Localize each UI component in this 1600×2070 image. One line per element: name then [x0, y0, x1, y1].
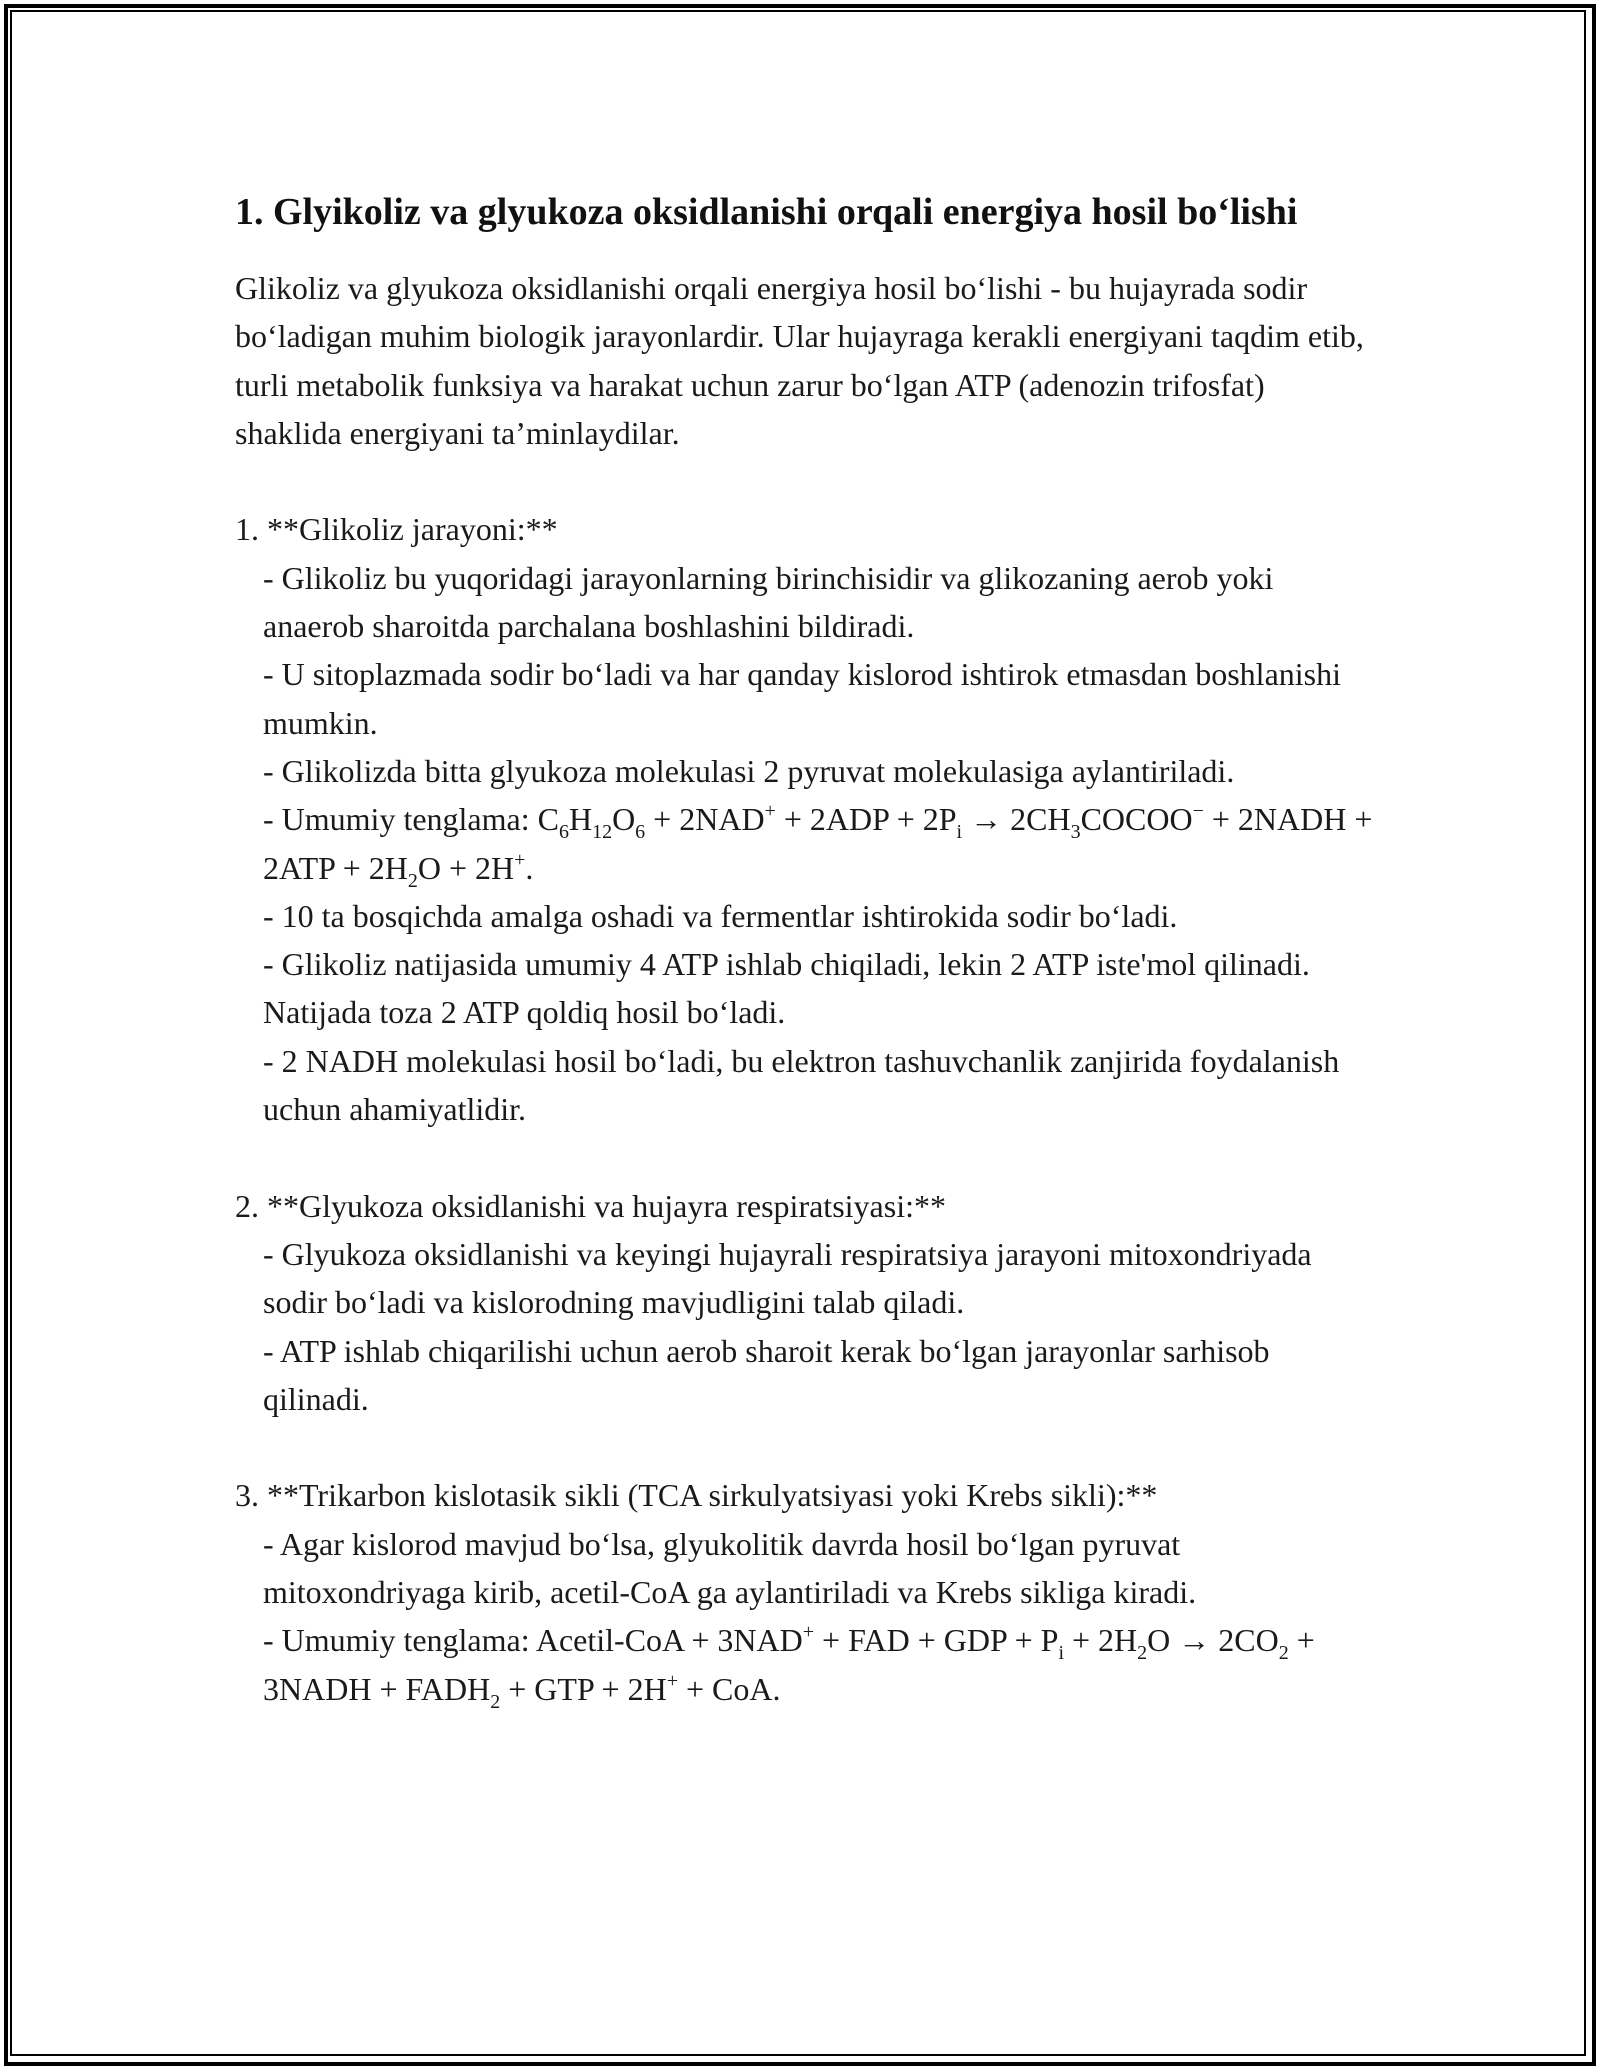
section1-bullet-3: - Glikolizda bitta glyukoza molekulasi 2 pyruvat molekulasiga aylantiriladi.	[263, 752, 1235, 789]
section2-heading: 2. **Glyukoza oksidlanishi va hujayra respiratsiyasi:**	[235, 1187, 946, 1224]
equation-prefix: - Umumiy tenglama:	[263, 1622, 536, 1659]
section3-equation	[235, 1616, 1375, 1713]
glycolysis-formula: $C_6H_{12}O_6 + 2NAD^+ + 2ADP + 2P_i$ → $2CH_3COCOO^-$ + 2NADH + $2ATP + 2H_2O + 2H^+$.	[263, 800, 1373, 892]
section2-bullet-2: - ATP ishlab chiqarilishi uchun aerob sharoit kerak bo‘lgan jarayonlar sarhisob qilinadi.	[263, 1332, 1270, 1417]
section1-heading: 1. **Glikoliz jarayoni:**	[235, 511, 558, 548]
section3-bullet-1: - Agar kislorod mavjud bo‘lsa, glyukolitik davrda hosil bo‘lgan pyruvat mitoxondriyaga kirib, acetil-CoA ga aylantiriladi va Krebs sikliga kiradi.	[263, 1525, 1197, 1611]
section1-bullet-5: - 10 ta bosqichda amalga oshadi va fermentlar ishtirokida sodir bo‘ladi.	[263, 897, 1178, 934]
equation-prefix: - Umumiy tenglama:	[263, 801, 538, 838]
section1-bullet-7: - 2 NADH molekulasi hosil bo‘ladi, bu elektron tashuvchanlik zanjirida foydalanish uchun ahamiyatlidir.	[263, 1042, 1340, 1128]
section3-heading: 3. **Trikarbon kislotasik sikli (TCA sirkulyatsiyasi yoki Krebs sikli):**	[235, 1477, 1158, 1514]
section1-equation	[235, 795, 1375, 892]
section2-bullet-1: - Glyukoza oksidlanishi va keyingi hujayrali respiratsiya jarayoni mitoxondriyada sodir bo‘ladi va kislorodning mavjudligini talab qiladi.	[263, 1235, 1312, 1321]
section1-bullet-2: - U sitoplazmada sodir bo‘ladi va har qanday kislorod ishtirok etmasdan boshlanishi mumkin.	[263, 656, 1341, 741]
krebs-formula: Acetil-CoA + 3NAD+ + FAD + GDP + $P_i + 2H_2O \to 2CO_2$ + 3NADH + $FADH_2$ + GTP + 2H+ + CoA.	[263, 1621, 1315, 1713]
intro-paragraph: Glikoliz va glyukoza oksidlanishi orqali energiya hosil bo‘lishi - bu hujayrada sodir bo‘ladigan muhim biologik jarayonlardir. Ular hujayraga kerakli energiyani taqdim etib, turli metabolik funksiya va harakat uchun zarur bo‘lgan ATP (adenozin trifosfat) shaklida energiyani ta’minlaydilar.	[235, 270, 1364, 451]
document-body	[235, 185, 1375, 1713]
section1-bullet-6: - Glikoliz natijasida umumiy 4 ATP ishlab chiqiladi, lekin 2 ATP iste'mol qilinadi. Natijada toza 2 ATP qoldiq hosil bo‘ladi.	[263, 946, 1310, 1031]
section1-bullet-1: - Glikoliz bu yuqoridagi jarayonlarning birinchisidir va glikozaning aerob yoki anaerob sharoitda parchalana boshlashini bildiradi.	[263, 559, 1274, 645]
document-title: 1. Glyikoliz va glyukoza oksidlanishi orqali energiya hosil bo‘lishi	[235, 191, 1298, 233]
